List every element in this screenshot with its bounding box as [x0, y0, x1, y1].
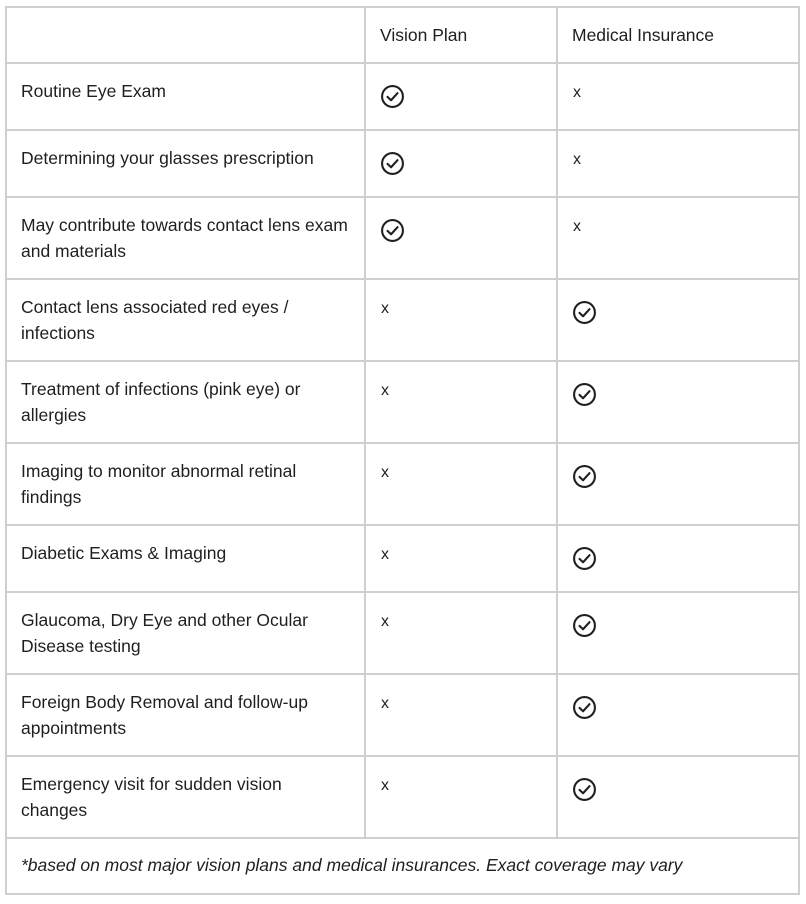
service-cell: Diabetic Exams & Imaging: [6, 525, 365, 592]
table-row: [6, 279, 799, 361]
check-circle-icon: [380, 218, 405, 243]
check-circle-icon: [380, 151, 405, 176]
medical-cell: [557, 443, 799, 525]
check-circle-icon: [572, 464, 597, 489]
header-blank-cell: [6, 7, 365, 63]
vision-cell: [365, 63, 557, 130]
table-row: [6, 592, 799, 674]
footnote-row: [6, 838, 799, 894]
x-mark: x: [573, 218, 581, 235]
x-mark: x: [573, 151, 581, 168]
vision-cell: [365, 525, 557, 592]
medical-cell: [557, 525, 799, 592]
medical-cell: [557, 197, 799, 279]
table-row: [6, 130, 799, 197]
service-cell: Emergency visit for sudden vision changes: [6, 756, 365, 838]
coverage-comparison-table: [5, 6, 800, 895]
footnote: *based on most major vision plans and medical insurances. Exact coverage may vary: [6, 838, 799, 894]
check-circle-icon: [572, 695, 597, 720]
medical-cell: [557, 130, 799, 197]
table-row: [6, 361, 799, 443]
service-cell: Imaging to monitor abnormal retinal findings: [6, 443, 365, 525]
medical-cell: [557, 361, 799, 443]
x-mark: x: [381, 695, 389, 712]
table-row: [6, 674, 799, 756]
header-medical-insurance: Medical Insurance: [557, 7, 799, 63]
table-header-row: [6, 7, 799, 63]
check-circle-icon: [380, 84, 405, 109]
header-vision-plan: Vision Plan: [365, 7, 557, 63]
table-row: [6, 525, 799, 592]
check-circle-icon: [572, 546, 597, 571]
x-mark: x: [381, 613, 389, 630]
vision-cell: [365, 592, 557, 674]
service-cell: Foreign Body Removal and follow-up appointments: [6, 674, 365, 756]
service-cell: Routine Eye Exam: [6, 63, 365, 130]
check-circle-icon: [572, 613, 597, 638]
table-row: [6, 443, 799, 525]
x-mark: x: [381, 382, 389, 399]
x-mark: x: [381, 300, 389, 317]
vision-cell: [365, 443, 557, 525]
x-mark: x: [381, 546, 389, 563]
x-mark: x: [573, 84, 581, 101]
service-cell: Contact lens associated red eyes / infections: [6, 279, 365, 361]
vision-cell: [365, 361, 557, 443]
service-cell: May contribute towards contact lens exam and materials: [6, 197, 365, 279]
x-mark: x: [381, 777, 389, 794]
vision-cell: [365, 197, 557, 279]
check-circle-icon: [572, 382, 597, 407]
vision-cell: [365, 756, 557, 838]
check-circle-icon: [572, 300, 597, 325]
table-row: [6, 63, 799, 130]
service-cell: Treatment of infections (pink eye) or allergies: [6, 361, 365, 443]
vision-cell: [365, 279, 557, 361]
table-row: [6, 197, 799, 279]
medical-cell: [557, 63, 799, 130]
medical-cell: [557, 279, 799, 361]
medical-cell: [557, 592, 799, 674]
medical-cell: [557, 674, 799, 756]
coverage-table-container: [5, 6, 800, 895]
vision-cell: [365, 130, 557, 197]
check-circle-icon: [572, 777, 597, 802]
x-mark: x: [381, 464, 389, 481]
vision-cell: [365, 674, 557, 756]
medical-cell: [557, 756, 799, 838]
service-cell: Glaucoma, Dry Eye and other Ocular Disease testing: [6, 592, 365, 674]
service-cell: Determining your glasses prescription: [6, 130, 365, 197]
table-row: [6, 756, 799, 838]
